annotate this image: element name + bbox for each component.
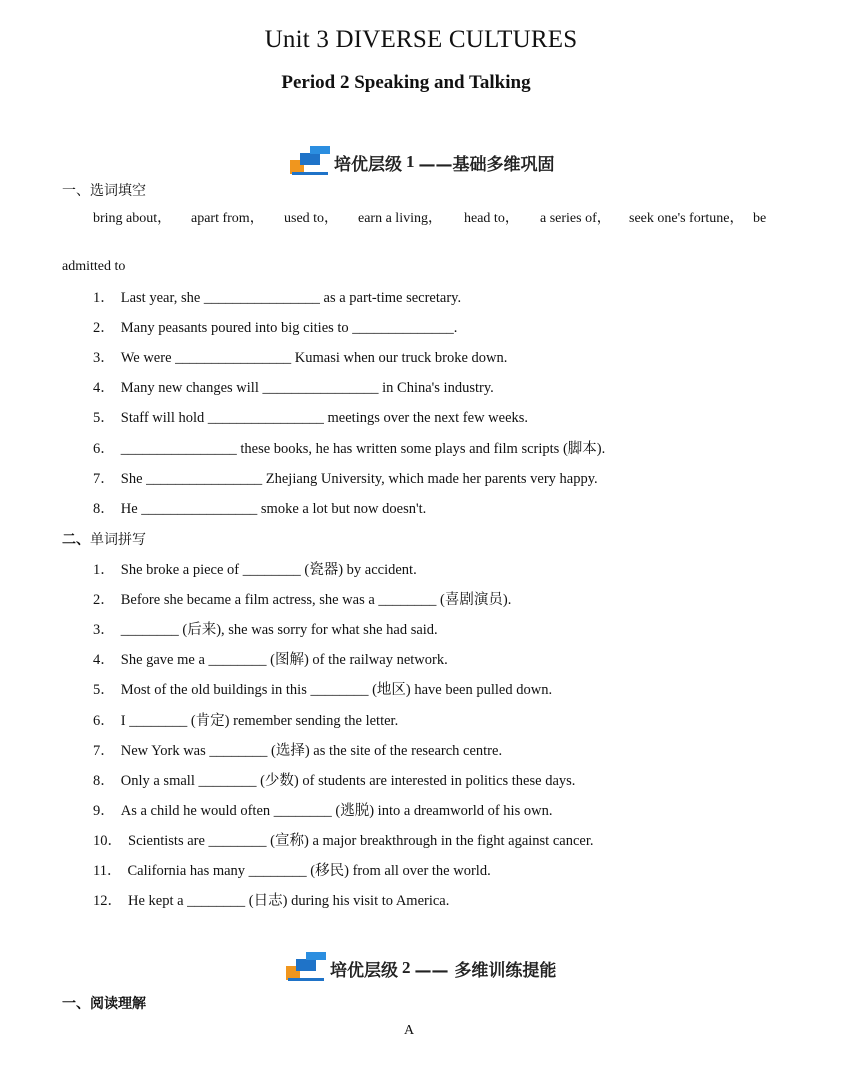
level-2-number: 2 xyxy=(402,958,411,977)
list-item: 3． ________ (后来), she was sorry for what she had said. xyxy=(93,622,438,638)
list-item: 3． We were ________________ Kumasi when our truck broke down. xyxy=(93,350,508,366)
level-logo-icon xyxy=(286,952,326,984)
level-1-prefix: 培优层级 xyxy=(334,154,402,175)
level-2-prefix: 培优层级 xyxy=(330,960,398,981)
list-item: 2． Before she became a film actress, she was a ________ (喜剧演员). xyxy=(93,592,512,608)
word-bank-item: head to， xyxy=(464,211,519,226)
page-subtitle: Period 2 Speaking and Talking xyxy=(281,72,531,93)
word-bank-item: used to， xyxy=(284,211,339,226)
word-bank xyxy=(93,207,793,227)
list-item: 8． He ________________ smoke a lot but now doesn't. xyxy=(93,501,427,517)
list-item: 7． She ________________ Zhejiang University, which made her parents very happy. xyxy=(93,471,598,487)
word-bank-item: a series of， xyxy=(540,211,611,226)
level-1-number: 1 xyxy=(406,152,415,171)
list-item: 10． Scientists are ________ (宣称) a major breakthrough in the fight against cancer. xyxy=(93,833,594,849)
word-bank-item: apart from， xyxy=(191,211,264,226)
section-heading-reading: 一、阅读理解 xyxy=(62,996,146,1012)
list-item: 6． I ________ (肯定) remember sending the letter. xyxy=(93,713,399,729)
list-item: 11． California has many ________ (移民) from all over the world. xyxy=(93,863,491,879)
page-title: Unit 3 DIVERSE CULTURES xyxy=(264,26,578,53)
level-logo-icon xyxy=(290,146,330,178)
word-bank-item: earn a living， xyxy=(358,211,442,226)
list-item: 4． She gave me a ________ (图解) of the railway network. xyxy=(93,652,448,668)
list-item: 1． She broke a piece of ________ (瓷器) by accident. xyxy=(93,562,417,578)
word-bank-item: bring about， xyxy=(93,211,172,226)
level-2-banner xyxy=(286,952,556,984)
list-item: 8． Only a small ________ (少数) of students are interested in politics these days. xyxy=(93,773,576,789)
passage-label: A xyxy=(403,1023,415,1038)
level-1-banner xyxy=(290,146,555,178)
level-1-suffix: ——基础多维巩固 xyxy=(418,154,555,175)
list-item: 5． Most of the old buildings in this ________ (地区) have been pulled down. xyxy=(93,682,553,698)
list-item: 1． Last year, she ________________ as a part-time secretary. xyxy=(93,290,462,306)
word-bank-item: seek one's fortune， xyxy=(629,211,744,226)
section-heading-word-fill: 一、选词填空 xyxy=(62,183,146,199)
list-item: 7． New York was ________ (选择) as the site of the research centre. xyxy=(93,743,503,759)
section-heading-spelling: 二、单词拼写 xyxy=(62,532,146,548)
list-item: 4． Many new changes will ________________ in China's industry. xyxy=(93,380,494,396)
word-bank-item: be xyxy=(753,211,767,226)
list-item: 12． He kept a ________ (日志) during his visit to America. xyxy=(93,893,450,909)
level-2-suffix: —— 多维训练提能 xyxy=(414,960,557,981)
word-bank-tail: admitted to xyxy=(62,259,126,274)
list-item: 2． Many peasants poured into big cities to ______________. xyxy=(93,320,458,336)
list-item: 6． ________________ these books, he has written some plays and film scripts (脚本). xyxy=(93,441,606,457)
list-item: 9． As a child he would often ________ (逃脱) into a dreamworld of his own. xyxy=(93,803,553,819)
list-item: 5． Staff will hold ________________ meetings over the next few weeks. xyxy=(93,410,529,426)
